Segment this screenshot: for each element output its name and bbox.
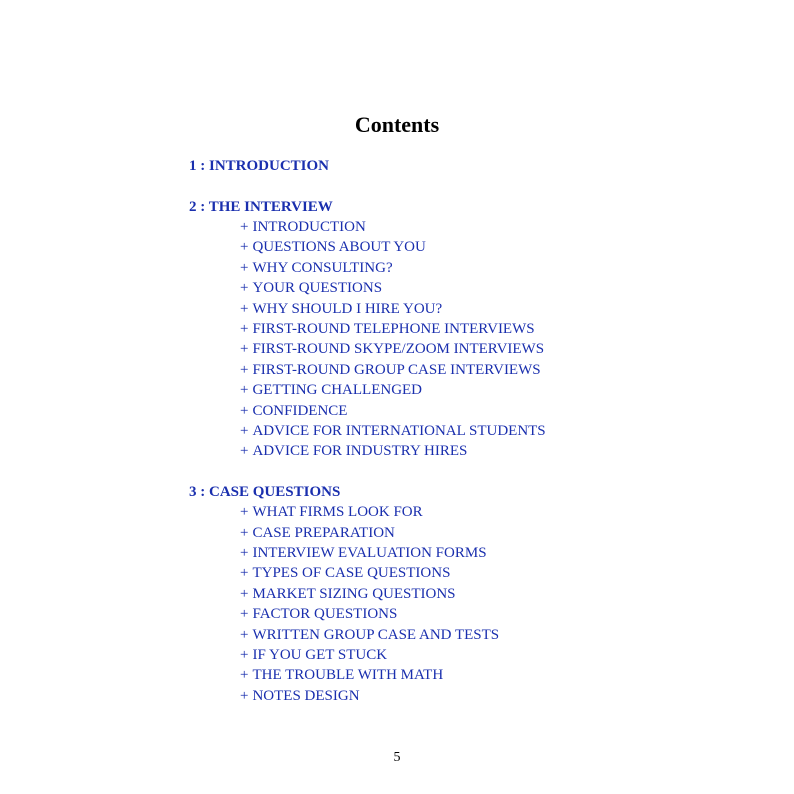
chapter-link[interactable]: 3 : CASE QUESTIONS	[189, 483, 341, 500]
plus-icon: +	[240, 239, 249, 256]
section-list	[189, 217, 749, 462]
toc-section-label: FIRST-ROUND SKYPE/ZOOM INTERVIEWS	[252, 341, 545, 358]
plus-icon: +	[240, 320, 249, 337]
toc-section-link[interactable]	[240, 645, 749, 665]
plus-icon: +	[240, 361, 249, 378]
toc-section-link[interactable]	[240, 237, 749, 257]
toc-section-link[interactable]	[240, 339, 749, 359]
plus-icon: +	[240, 259, 249, 276]
plus-icon: +	[240, 626, 249, 643]
toc-section-link[interactable]	[240, 686, 749, 706]
toc-section-label: INTRODUCTION	[252, 219, 366, 235]
toc-section-link[interactable]	[240, 258, 749, 278]
plus-icon: +	[240, 646, 249, 663]
toc-section-link[interactable]	[240, 604, 749, 624]
chapter-link[interactable]: 2 : THE INTERVIEW	[189, 198, 333, 215]
toc-section-label: ADVICE FOR INDUSTRY HIRES	[252, 443, 468, 460]
plus-icon: +	[240, 687, 249, 704]
plus-icon: +	[240, 524, 249, 541]
plus-icon: +	[240, 667, 249, 684]
toc-section-label: WHY CONSULTING?	[252, 259, 393, 276]
toc-section-label: NOTES DESIGN	[252, 687, 360, 704]
plus-icon: +	[240, 422, 249, 439]
plus-icon: +	[240, 382, 249, 399]
toc-section-label: QUESTIONS ABOUT YOU	[252, 239, 426, 256]
toc-section-link[interactable]	[240, 319, 749, 339]
toc-chapter-2	[189, 197, 749, 462]
toc-section-link[interactable]	[240, 441, 749, 461]
toc-section-label: INTERVIEW EVALUATION FORMS	[252, 544, 487, 561]
toc-section-label: GETTING CHALLENGED	[252, 382, 423, 399]
toc-section-link[interactable]	[240, 563, 749, 583]
toc-section-link[interactable]	[240, 217, 749, 237]
plus-icon: +	[240, 565, 249, 582]
section-list	[189, 502, 749, 706]
toc-section-label: IF YOU GET STUCK	[252, 646, 388, 663]
toc-section-label: CASE PREPARATION	[252, 524, 395, 541]
toc-section-link[interactable]	[240, 380, 749, 400]
toc-section-label: THE TROUBLE WITH MATH	[252, 667, 444, 684]
toc-section-label: MARKET SIZING QUESTIONS	[252, 585, 456, 602]
toc-section-label: WHY SHOULD I HIRE YOU?	[252, 300, 443, 317]
table-of-contents	[189, 156, 749, 726]
toc-section-link[interactable]	[240, 584, 749, 604]
page-number: 5	[393, 750, 401, 765]
toc-chapter-1	[189, 156, 749, 177]
toc-section-link[interactable]	[240, 421, 749, 441]
plus-icon: +	[240, 443, 249, 460]
toc-section-label: TYPES OF CASE QUESTIONS	[252, 565, 451, 582]
page-title: Contents	[354, 112, 440, 137]
plus-icon: +	[240, 280, 249, 297]
toc-section-link[interactable]	[240, 278, 749, 298]
plus-icon: +	[240, 402, 249, 419]
toc-section-link[interactable]	[240, 401, 749, 421]
plus-icon: +	[240, 585, 249, 602]
toc-chapter-3	[189, 482, 749, 706]
toc-section-label: WHAT FIRMS LOOK FOR	[252, 504, 423, 521]
plus-icon: +	[240, 606, 249, 623]
toc-section-label: FACTOR QUESTIONS	[252, 606, 398, 623]
toc-section-link[interactable]	[240, 543, 749, 563]
toc-section-label: CONFIDENCE	[252, 402, 348, 419]
toc-section-link[interactable]	[240, 665, 749, 685]
toc-section-link[interactable]	[240, 523, 749, 543]
toc-section-label: ADVICE FOR INTERNATIONAL STUDENTS	[252, 422, 546, 439]
toc-section-link[interactable]	[240, 360, 749, 380]
plus-icon: +	[240, 504, 249, 521]
toc-section-link[interactable]	[240, 625, 749, 645]
toc-section-link[interactable]	[240, 502, 749, 522]
toc-section-label: WRITTEN GROUP CASE AND TESTS	[252, 626, 500, 643]
toc-section-link[interactable]	[240, 299, 749, 319]
plus-icon: +	[240, 300, 249, 317]
toc-section-label: FIRST-ROUND GROUP CASE INTERVIEWS	[252, 361, 541, 378]
plus-icon: +	[240, 341, 249, 358]
chapter-link[interactable]: 1 : INTRODUCTION	[189, 158, 330, 174]
toc-section-label: FIRST-ROUND TELEPHONE INTERVIEWS	[252, 320, 535, 337]
plus-icon: +	[240, 219, 249, 235]
toc-section-label: YOUR QUESTIONS	[252, 280, 383, 297]
plus-icon: +	[240, 544, 249, 561]
